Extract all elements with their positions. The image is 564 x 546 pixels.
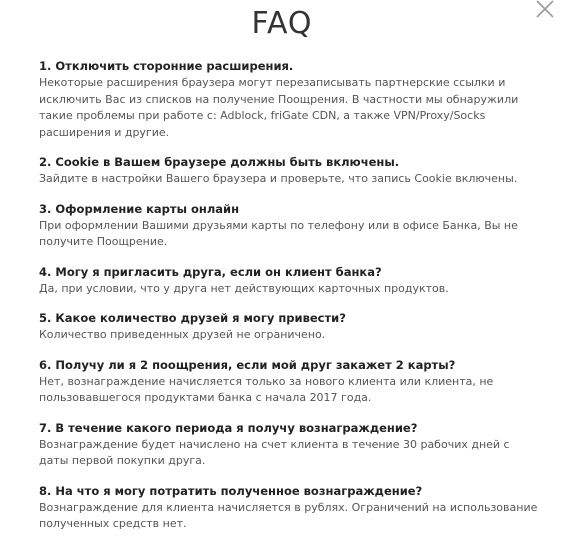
faq-item-1	[39, 58, 539, 141]
faq-question: 7. В течение какого периода я получу вознаграждение?	[39, 420, 418, 435]
faq-item-2	[39, 154, 539, 188]
faq-answer: Вознаграждение будет начислено на счет клиента в течение 30 рабочих дней с даты первой покупки друга.	[39, 437, 510, 467]
faq-item-5	[39, 310, 539, 344]
faq-question: 2. Cookie в Вашем браузере должны быть включены.	[39, 155, 400, 169]
faq-answer: Нет, вознаграждение начисляется только за нового клиента или клиента, не пользовавшегося продуктами банка с начала 2017 года.	[39, 374, 494, 404]
faq-list	[39, 58, 539, 546]
faq-item-8	[39, 483, 539, 533]
faq-item-4	[39, 264, 539, 298]
faq-question: 8. На что я могу потратить полученное вознаграждение?	[39, 483, 423, 498]
faq-question: 5. Какое количество друзей я могу привести?	[39, 311, 346, 325]
faq-answer: Количество приведенных друзей не ограничено.	[39, 328, 326, 341]
faq-answer: Вознаграждение для клиента начисляется в рублях. Ограничений на использование полученных средств нет.	[39, 500, 538, 530]
faq-answer: Да, при условии, что у друга нет действующих карточных продуктов.	[39, 281, 449, 295]
faq-answer: Некоторые расширения браузера могут перезаписывать партнерские ссылки и исключить Вас из списков на получение Поощрения. В частности мы обнаружили такие проблемы при работе с: Adblock, friGate CDN, а также VPN/Proxy/Socks расширения и другие.	[39, 76, 519, 139]
faq-question: 1. Отключить сторонние расширения.	[39, 59, 294, 73]
faq-question: 6. Получу ли я 2 поощрения, если мой друг закажет 2 карты?	[39, 357, 456, 372]
faq-item-3	[39, 201, 539, 251]
faq-item-6	[39, 357, 539, 407]
faq-question: 3. Оформление карты онлайн	[39, 201, 240, 216]
faq-item-7	[39, 420, 539, 470]
faq-answer: Зайдите в настройки Вашего браузера и проверьте, что запись Cookie включены.	[39, 172, 518, 185]
faq-question: 4. Могу я пригласить друга, если он клиент банка?	[39, 264, 382, 279]
page-title: FAQ	[251, 6, 313, 41]
faq-answer: При оформлении Вашими друзьями карты по телефону или в офисе Банка, Вы не получите Поощрение.	[39, 218, 518, 248]
